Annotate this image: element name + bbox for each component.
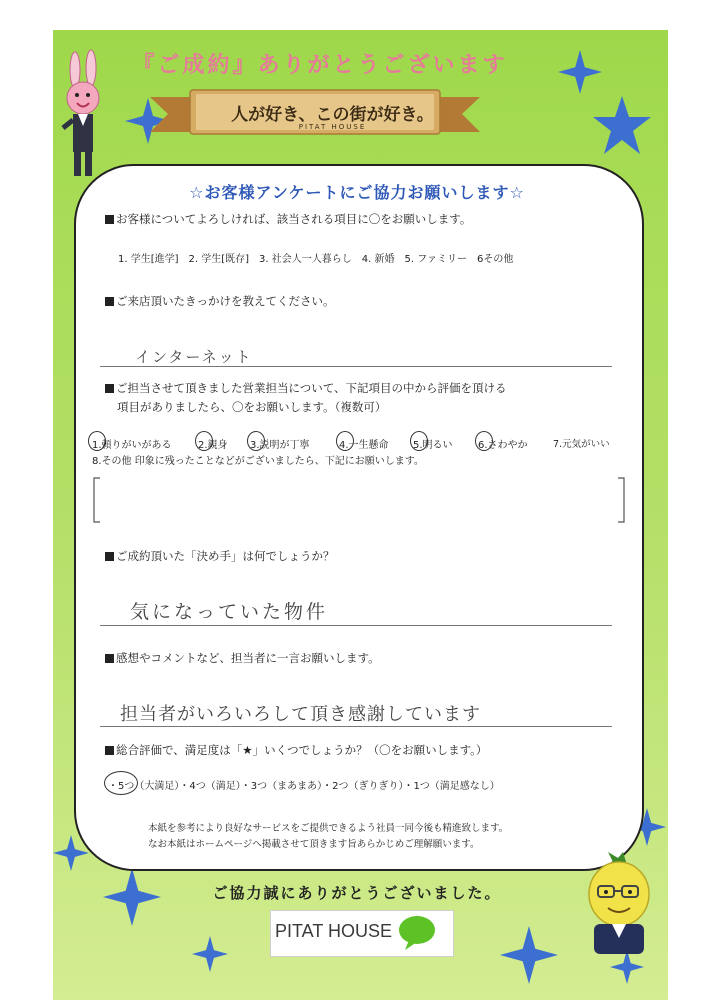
selection-circle [247,431,265,451]
question-4 [105,548,335,564]
answer-line [100,366,612,367]
question-1 [105,211,471,227]
closing-message: ご協力誠にありがとうございました。 [212,884,502,902]
option-cheerful: 5.明るい [413,440,453,451]
comment-bracket-box [92,476,626,524]
question-2-answer: インターネット [135,348,253,366]
star-icon [500,926,558,984]
answer-line [100,625,612,626]
question-1-options: 1. 学生[進学] 2. 学生[既存] 3. 社会人一人暮らし 4. 新婚 5. ファミリー 6その他 [118,254,514,265]
selection-circle [475,431,493,451]
banner-slogan: 人が好き、この街が好き。 [231,105,434,125]
question-2-text: ご来店頂いたきっかけを教えてください。 [116,294,335,308]
square-bullet-icon [105,215,114,224]
option-refreshing: 6.さわやか [478,440,528,451]
banner-brand: PITAT HOUSE [298,123,367,131]
option-clear-explanation: 3.説明が丁寧 [250,440,310,451]
selection-circle [104,771,138,795]
footer-note-2: なお本紙はホームページへ掲載させて頂きます旨あらかじめご理解願います。 [148,839,480,850]
square-bullet-icon [105,746,114,755]
speech-bubble-icon [397,914,437,952]
star-icon [192,936,228,972]
question-5-text: 感想やコメントなど、担当者に一言お願いします。 [116,651,380,665]
square-bullet-icon [105,384,114,393]
question-6 [105,742,487,758]
lemon-mascot-icon [578,852,660,956]
question-3-text-line1: ご担当させて頂きました営業担当について、下記項目の中から評価を頂ける [116,381,507,395]
footer-note-1: 本紙を参考により良好なサービスをご提供できるよう社員一同今後も精進致します。 [148,823,509,834]
question-4-answer: 気になっていた物件 [130,601,329,623]
question-6-text: 総合評価で、満足度は「★」いくつでしょうか？（〇をお願いします。） [116,743,488,757]
star-icon [558,50,602,94]
question-6-options: ・5つ（大満足）・4つ（満足）・3つ（まあまあ）・2つ（ぎりぎり）・1つ（満足感なし） [108,781,500,792]
option-energetic: 7.元気がいい [553,439,610,450]
answer-line [100,726,612,727]
square-bullet-icon [105,654,114,663]
square-bullet-icon [105,297,114,306]
selection-circle [88,431,106,451]
question-1-text: お客様についてよろしければ、該当される項目に〇をお願いします。 [116,212,472,226]
option-caring: 2.親身 [198,440,228,451]
square-bullet-icon [105,552,114,561]
question-5 [105,650,380,666]
logo-text: PITAT HOUSE [275,921,393,941]
question-2 [105,293,335,309]
selection-circle [195,431,213,451]
question-4-text: ご成約頂いた「決め手」は何でしょうか？ [116,549,335,563]
question-5-answer: 担当者がいろいろして頂き感謝しています [120,704,481,725]
option-reliable: 1.頼りがいがある [92,440,172,451]
option-hardworking: 4.一生懸命 [339,440,389,451]
option-other: 8.その他 印象に残ったことなどがございましたら、下記にお願いします。 [92,456,424,467]
selection-circle [336,431,354,451]
star-icon [592,96,652,156]
question-3 [105,380,507,396]
question-3-text-line2: 項目がありましたら、〇をお願いします。（複数可） [117,400,387,414]
page-title: 『ご成約』ありがとうございます [132,53,508,78]
selection-circle [410,431,428,451]
survey-heading: ☆お客様アンケートにご協力お願いします☆ [189,183,525,202]
